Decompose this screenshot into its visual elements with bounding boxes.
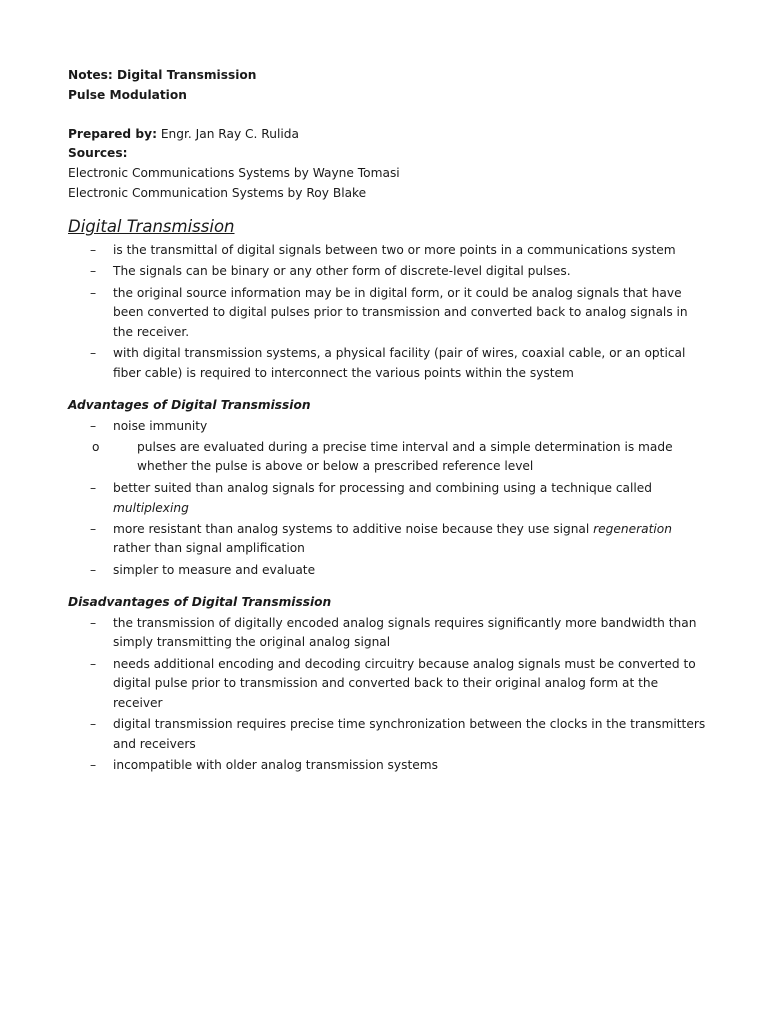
- dash-bullet: –: [90, 418, 97, 433]
- list-item: – needs additional encoding and decoding circuitry because analog signals must be converted to digital pulse prior to transmission and converted back to their original analog form at the receiver: [90, 656, 696, 710]
- source-item: Electronic Communication Systems by Roy Blake: [68, 185, 367, 200]
- doc-subtitle: Pulse Modulation: [68, 87, 187, 102]
- prepared-by-label: Prepared by:: [68, 126, 157, 141]
- advantages-heading: Advantages of Digital Transmission: [68, 398, 311, 413]
- dash-bullet: –: [90, 656, 97, 671]
- list-item: – digital transmission requires precise time synchronization between the clocks in the transmitters and receivers: [90, 716, 706, 751]
- advantages-list: [68, 417, 708, 437]
- dash-bullet: –: [90, 481, 97, 496]
- list-item: – with digital transmission systems, a physical facility (pair of wires, coaxial cable, or an optical fiber cable) is required to interconnect the various points within the system: [90, 345, 686, 380]
- section-heading: Digital Transmission: [68, 217, 235, 237]
- dash-bullet: –: [90, 615, 97, 630]
- list-item: – is the transmittal of digital signals between two or more points in a communications system: [68, 241, 708, 261]
- sub-list-item: o pulses are evaluated during a precise time interval and a simple determination is made whether the pulse is above or below a prescribed reference level: [92, 439, 673, 474]
- sources-label: Sources:: [68, 146, 128, 161]
- dash-bullet: –: [90, 345, 97, 360]
- dash-bullet: –: [90, 716, 97, 731]
- list-item: – the transmission of digitally encoded analog signals requires significantly more bandwidth than simply transmitting the original analog signal: [90, 615, 697, 650]
- emphasis-text: multiplexing: [113, 500, 189, 515]
- list-item: – noise immunity: [68, 417, 708, 437]
- prepared-by-line: [68, 125, 708, 145]
- section-list: [68, 241, 708, 383]
- list-item: – simpler to measure and evaluate: [68, 561, 708, 581]
- disadvantages-heading: Disadvantages of Digital Transmission: [68, 595, 332, 610]
- dash-bullet: –: [90, 264, 97, 279]
- advantages-sublist: [68, 438, 708, 477]
- circle-bullet: o: [92, 439, 100, 454]
- list-item: – incompatible with older analog transmission systems: [68, 756, 708, 776]
- advantages-list-cont: [68, 479, 708, 580]
- emphasis-text: regeneration: [593, 521, 672, 536]
- dash-bullet: –: [90, 243, 97, 258]
- prepared-by-value: Engr. Jan Ray C. Rulida: [156, 126, 299, 141]
- list-item: – The signals can be binary or any other form of discrete-level digital pulses.: [68, 262, 708, 282]
- list-item: – better suited than analog signals for processing and combining using a technique called multiplexing: [90, 481, 653, 515]
- list-item: – the original source information may be in digital form, or it could be analog signals that have been converted to digital pulses prior to transmission and converted back to analog signals in the receiver.: [90, 285, 688, 339]
- list-item: – more resistant than analog systems to additive noise because they use signal regeneration rather than signal amplification: [90, 521, 672, 556]
- dash-bullet: –: [90, 562, 97, 577]
- source-item: Electronic Communications Systems by Wayne Tomasi: [68, 165, 400, 180]
- doc-title: Notes: Digital Transmission: [68, 68, 257, 82]
- dash-bullet: –: [90, 757, 97, 772]
- dash-bullet: –: [90, 521, 97, 536]
- document-page: [68, 66, 708, 777]
- dash-bullet: –: [90, 285, 97, 300]
- disadvantages-list: [68, 614, 708, 776]
